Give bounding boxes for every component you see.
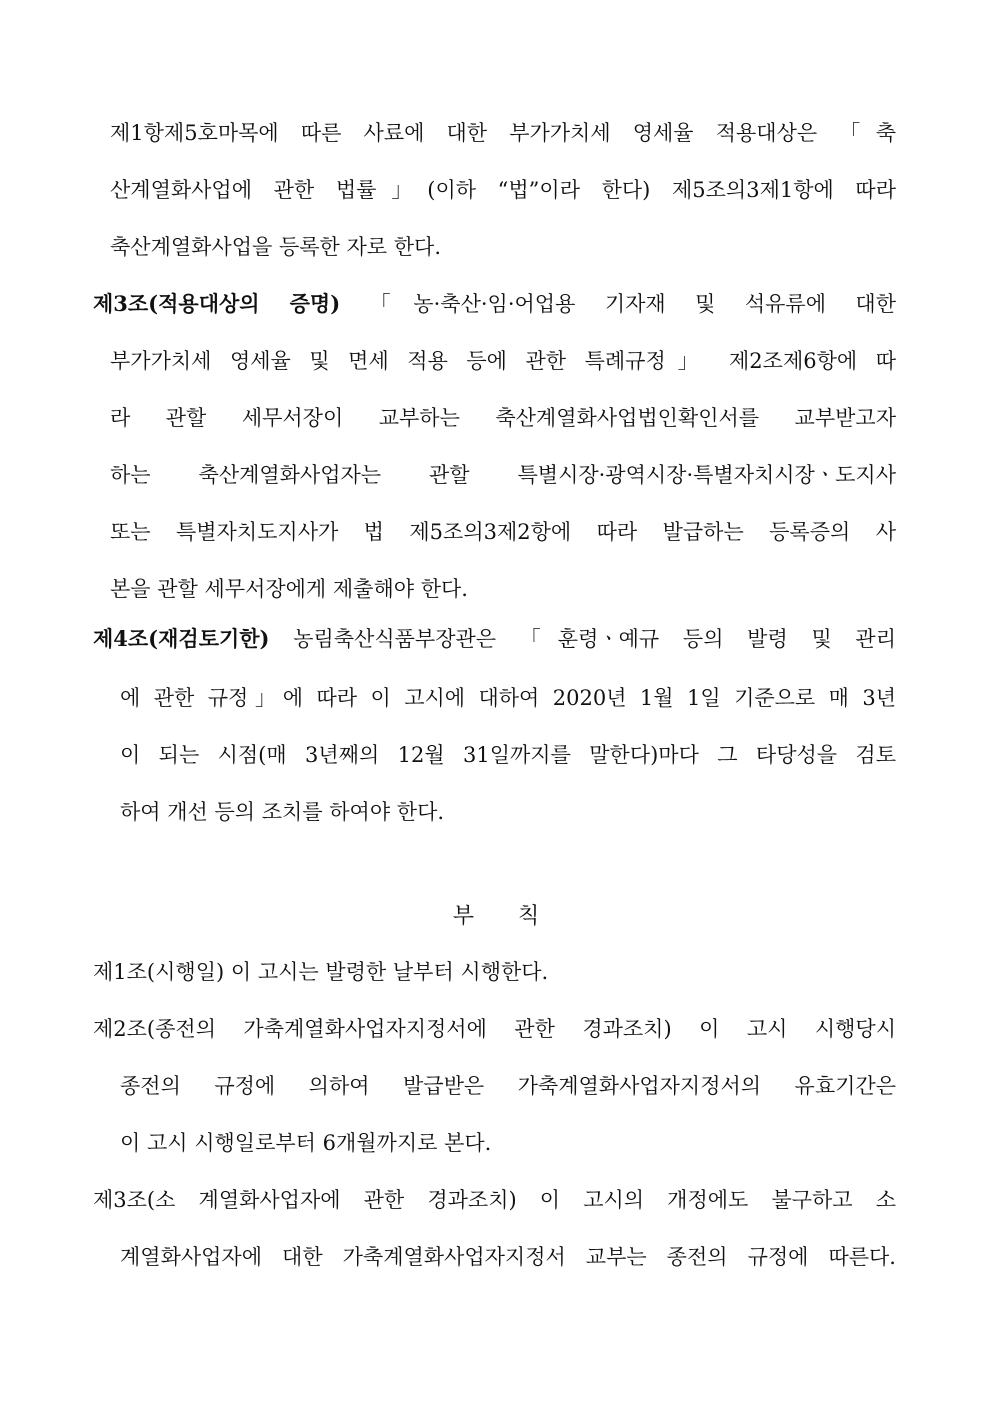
supp-art1: 제1조(시행일) 이 고시는 발령한 날부터 시행한다. [93,960,549,984]
art4-first-line [93,624,896,654]
art3-line-3: 라 관할 세무서장이 교부하는 축산계열화사업법인확인서를 교부받고자 [110,406,896,430]
art3-line-4: 하는 축산계열화사업자는 관할 특별시장·광역시장·특별자치시장ㆍ도지사 [110,463,896,487]
art4-first-text: 농림축산식품부장관은 「훈령ㆍ예규 등의 발령 및 관리 [269,627,896,651]
art4-line-2: 에 관한 규정」에 따라 이 고시에 대하여 2020년 1월 1일 기준으로 매 3년 [120,686,896,710]
art2-line-1: 제1항제5호마목에 따른 사료에 대한 부가가치세 영세율 적용대상은 「축 [110,121,896,145]
art3-line-5: 또는 특별자치도지사가 법 제5조의3제2항에 따라 발급하는 등록증의 사 [110,520,896,544]
art2-line-2: 산계열화사업에 관한 법률」(이하 “법”이라 한다) 제5조의3제1항에 따라 [110,178,896,202]
art3-line-6: 본을 관할 세무서장에게 제출해야 한다. [110,577,468,601]
supplementary-title: 부칙 [452,904,584,929]
art3-line-2: 부가가치세 영세율 및 면세 적용 등에 관한 특례규정」 제2조제6항에 따 [110,349,896,373]
supp-art3-first-line: 제3조(소 계열화사업자에 관한 경과조치) 이 고시의 개정에도 불구하고 소 [93,1188,896,1212]
supp-art2-first-line: 제2조(종전의 가축계열화사업자지정서에 관한 경과조치) 이 고시 시행당시 [93,1017,896,1041]
art2-line-3: 축산계열화사업을 등록한 자로 한다. [110,235,441,259]
art3-heading: 제3조(적용대상의 증명) [93,291,341,316]
art4-line-3: 이 되는 시점(매 3년째의 12월 31일까지를 말한다)마다 그 타당성을 검토 [120,743,896,767]
art3-first-line [93,289,896,319]
art4-line-4: 하여 개선 등의 조치를 하여야 한다. [120,800,445,824]
art4-heading: 제4조(재검토기한) [93,626,270,651]
supp-art3-line-2: 계열화사업자에 대한 가축계열화사업자지정서 교부는 종전의 규정에 따른다. [120,1245,896,1269]
supp-art2-line-2: 종전의 규정에 의하여 발급받은 가축계열화사업자지정서의 유효기간은 [120,1074,896,1098]
supp-art2-line-3: 이 고시 시행일로부터 6개월까지로 본다. [120,1131,492,1155]
art3-first-text: 「농·축산·임·어업용 기자재 및 석유류에 대한 [340,292,896,316]
